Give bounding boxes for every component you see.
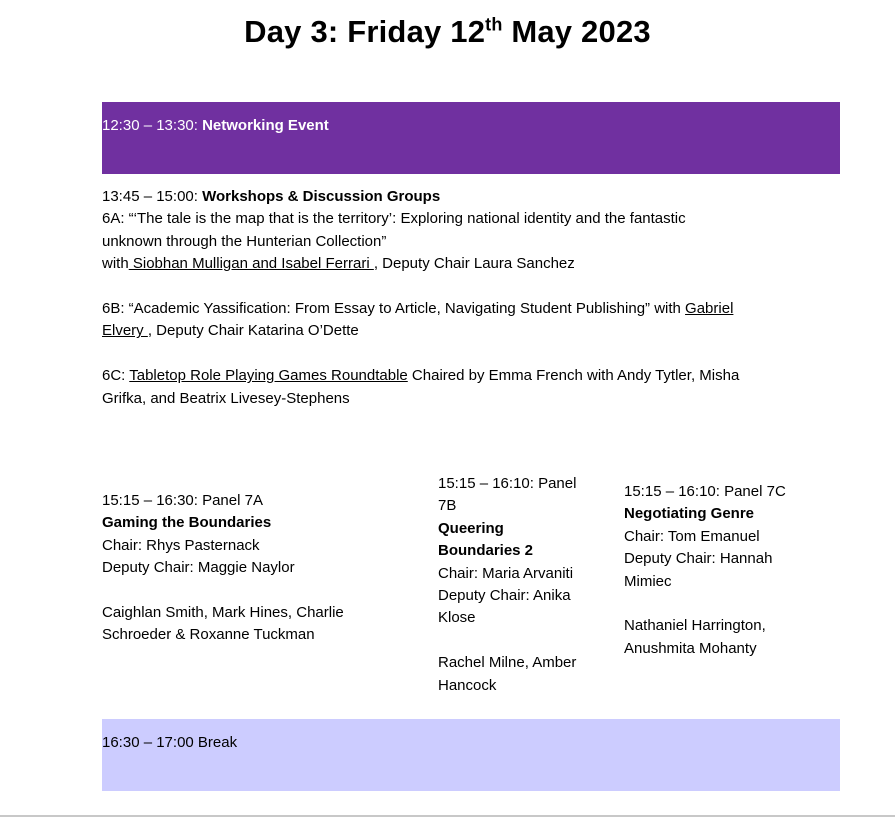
panel-7c-time: 15:15 – 16:10: Panel 7C [624, 483, 786, 500]
break-label: 16:30 – 17:00 Break [102, 734, 238, 751]
workshop-6b-line2: Elvery , Deputy Chair Katarina O’Dette [102, 322, 359, 340]
panel-7c-deputy-2: Mimiec [624, 572, 672, 590]
networking-time: 12:30 – 13:30: [102, 117, 203, 134]
workshop-6a-line1: 6A: “‘The tale is the map that is the territory’: Exploring national identity and the fantastic [102, 210, 686, 228]
networking-label: Networking Event [202, 117, 329, 134]
page-title: Day 3: Friday 12th May 2023 [244, 14, 651, 49]
workshop-6c-line2: Grifka, and Beatrix Livesey-Stephens [102, 389, 350, 407]
workshop-6c-title: Tabletop Role Playing Games Roundtable [129, 367, 408, 385]
panel-7a-deputy: Deputy Chair: Maggie Naylor [102, 559, 295, 577]
networking-event-band [102, 102, 840, 174]
workshops-section [102, 186, 840, 410]
panel-7c-chair: Chair: Tom Emanuel [624, 527, 760, 545]
panel-7a-chair: Chair: Rhys Pasternack [102, 536, 260, 554]
panel-7b-title-2: Boundaries 2 [438, 542, 534, 560]
panel-7b-time-1: 15:15 – 16:10: Panel [438, 475, 577, 492]
panel-7a [102, 490, 402, 647]
workshop-6b-presenter-cont: Elvery [102, 322, 148, 340]
panel-7c-speakers-2: Anushmita Mohanty [624, 639, 757, 657]
panel-7c-title: Negotiating Genre [624, 505, 755, 523]
panel-7c-speakers-1: Nathaniel Harrington, [624, 617, 766, 635]
panel-7a-speakers-2: Schroeder & Roxanne Tuckman [102, 626, 315, 644]
panel-7b-deputy-2: Klose [438, 609, 476, 627]
panel-7a-title: Gaming the Boundaries [102, 514, 272, 532]
networking-event-line [102, 117, 329, 134]
panel-7c-deputy-1: Deputy Chair: Hannah [624, 550, 773, 568]
panel-7b [438, 473, 614, 697]
panel-7b-speakers-1: Rachel Milne, Amber [438, 654, 577, 672]
panel-7a-time: 15:15 – 16:30: Panel 7A [102, 492, 263, 509]
workshop-6b-presenter: Gabriel [685, 300, 734, 318]
panel-7b-chair: Chair: Maria Arvaniti [438, 564, 574, 582]
panel-7b-title-1: Queering [438, 519, 504, 537]
workshop-6a-presenters: Siobhan Mulligan and Isabel Ferrari [128, 255, 374, 273]
panel-7b-speakers-2: Hancock [438, 676, 497, 694]
workshop-6a-line3: with Siobhan Mulligan and Isabel Ferrari , Deputy Chair Laura Sanchez [102, 255, 575, 273]
panel-7a-speakers-1: Caighlan Smith, Mark Hines, Charlie [102, 604, 344, 622]
panel-7b-time-2: 7B [438, 497, 457, 515]
workshop-6b-line1: 6B: “Academic Yassification: From Essay to Article, Navigating Student Publishing” with Gabriel [102, 300, 734, 318]
panel-7c [624, 481, 824, 660]
title-superscript: th [485, 14, 503, 35]
workshop-6a-line2: unknown through the Hunterian Collection” [102, 232, 387, 250]
workshop-6c-line1: 6C: Tabletop Role Playing Games Roundtable Chaired by Emma French with Andy Tytler, Misha [102, 367, 740, 385]
workshops-heading: 13:45 – 15:00: Workshops & Discussion Groups [102, 188, 441, 205]
panel-7b-deputy-1: Deputy Chair: Anika [438, 587, 571, 605]
break-band [102, 719, 840, 791]
